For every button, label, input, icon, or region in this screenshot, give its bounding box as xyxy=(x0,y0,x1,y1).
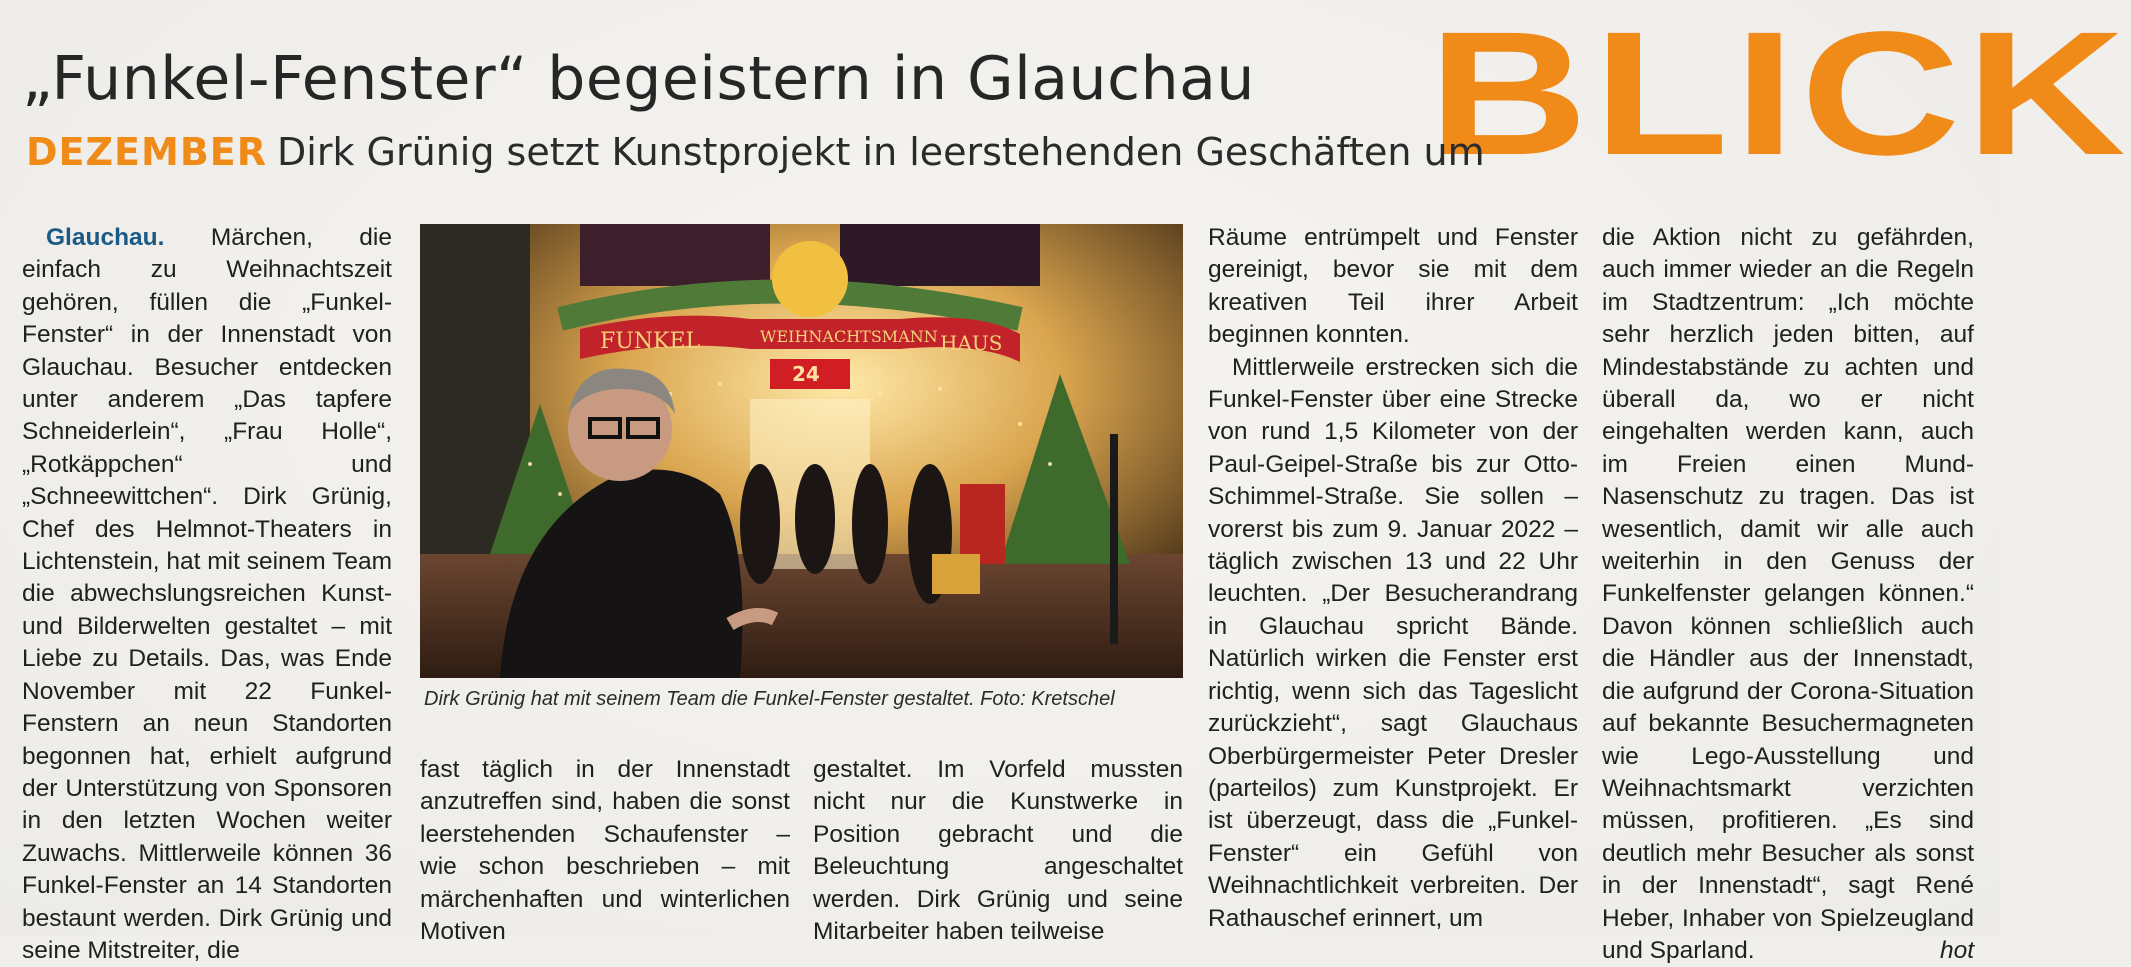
kicker-label: DEZEMBER xyxy=(26,130,268,174)
photo-sign-funkel: FUNKEL xyxy=(600,329,701,354)
column-3-text: gestaltet. Im Vorfeld mussten nicht nur die Kunstwerke in Position gebracht und die Beleuchtung angeschaltet werden. Dirk Grünig und seine Mitarbeiter haben teilweise xyxy=(813,756,1183,946)
photo-sign-haus: HAUS xyxy=(940,331,1003,355)
article-column-5 xyxy=(1602,222,1974,964)
headline: „Funkel-Fenster“ begeistern in Glauchau xyxy=(22,44,1255,114)
article-column-2 xyxy=(420,754,790,946)
column-5-text: die Aktion nicht zu gefährden, auch immer wieder an die Regeln im Stadtzentrum: „Ich möchte sehr herzlich jeden bitten, auf Mindestabstände zu achten und überall da, wo er nicht eingehalten werden kann, auch im Freien einen Mund-Nasenschutz zu tragen. Das ist wesentlich, damit wir alle auch weiterhin in den Genuss der Funkelfenster gelangen können.“ Davon können schließlich auch die Händler aus der Innenstadt, die aufgrund der Corona-Situation auf bekannte Besuchermagneten wie Lego-Ausstellung und Weihnachtsmarkt verzichten müssen, profitieren. „Es sind deutlich mehr Besucher als sonst in der Innenstadt“, sagt René Heber, Inhaber von Spielzeugland und Sparland. xyxy=(1602,224,1974,964)
article-photo xyxy=(420,224,1183,678)
subheadline: Dirk Grünig setzt Kunstprojekt in leerstehenden Geschäften um xyxy=(277,130,1485,174)
photo-sign-number: 24 xyxy=(792,362,820,386)
photo-caption: Dirk Grünig hat mit seinem Team die Funkel-Fenster gestaltet. Foto: Kretschel xyxy=(424,688,1115,710)
column-4-paragraph-2: Mittlerweile erstrecken sich die Funkel-Fenster über eine Strecke von rund 1,5 Kilometer von der Paul-Geipel-Straße bis zur Otto-Schimmel-Straße. Sie sollen – vorerst bis zum 9. Januar 2022 – täglich zwischen 13 und 22 Uhr leuchten. „Der Besucherandrang in Glauchau spricht Bände. Natürlich wirken die Fenster erst richtig, wenn sich das Tageslicht zurückzieht“, sagt Glauchaus Oberbürgermeister Peter Dresler (parteilos) zum Kunstprojekt. Er ist überzeugt, dass die „Funkel-Fenster“ ein Gefühl von Weihnachtlichkeit verbreiten. Der Rathauschef erinnert, um xyxy=(1208,353,1578,932)
column-4-paragraph-1: Räume entrümpelt und Fenster gereinigt, bevor sie mit dem kreativen Teil ihrer Arbeit beginnen konnten. xyxy=(1208,224,1578,349)
dateline-place: Glauchau. xyxy=(46,224,165,251)
column-2-text: fast täglich in der Innenstadt anzutreffen sind, haben die sonst leerstehenden Schaufenster – wie schon beschrieben – mit märchenhaften und winterlichen Motiven xyxy=(420,756,790,946)
blick-logo: BLICK xyxy=(1428,0,2131,192)
christmas-house-photo xyxy=(420,224,1183,678)
article-column-4 xyxy=(1208,222,1578,932)
author-signature: hot xyxy=(1939,936,1974,964)
article-column-1 xyxy=(22,222,392,964)
subheadline-row xyxy=(26,130,1485,174)
column-1-text: Märchen, die einfach zu Weihnachtszeit gehören, füllen die „Funkel-Fenster“ in der Innenstadt von Glauchau. Besucher entdecken unter anderem „Das tapfere Schneiderlein“, „Frau Holle“, „Rotkäppchen“ und „Schneewittchen“. Dirk Grünig, Chef des Helmnot-Theaters in Lichtenstein, hat mit seinem Team die abwechslungsreichen Kunst- und Bilderwelten gestaltet – mit Liebe zu Details. Das, was Ende November mit 22 Funkel-Fenstern an neun Standorten begonnen hat, erhielt aufgrund der Unterstützung von Sponsoren in den letzten Wochen weiter Zuwachs. Mittlerweile können 36 Funkel-Fenster an 14 Standorten bestaunt werden. Dirk Grünig und seine Mitstreiter, die xyxy=(22,224,392,964)
photo-sign-weihnachtsmann: WEIHNACHTSMANN xyxy=(760,327,938,346)
article-column-3 xyxy=(813,754,1183,946)
